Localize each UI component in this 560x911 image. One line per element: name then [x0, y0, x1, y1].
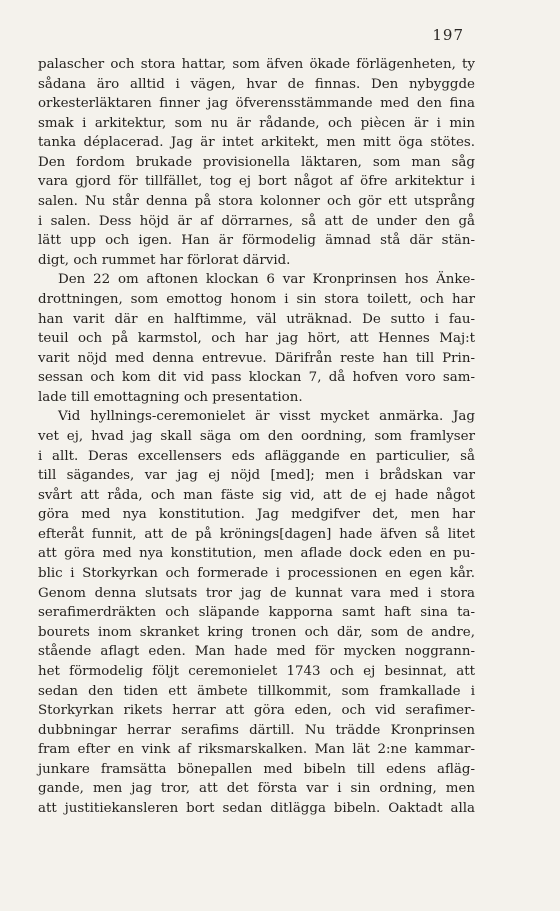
text-line: att justitiekansleren bort sedan ditlägga bibeln. Oaktadt alla — [38, 800, 475, 816]
text-line: het förmodelig följt ceremonielet 1743 och ej besinnat, att — [38, 663, 475, 679]
text-line: drottningen, som emottog honom i sin stora toilett, och har — [38, 291, 475, 307]
text-line: digt, och rummet har förlorat därvid. — [38, 252, 291, 268]
text-line: vara gjord för tillfället, tog ej bort något af öfre arkitektur i — [38, 174, 475, 190]
text-line: gande, men jag tror, att det första var i sin ordning, men — [38, 781, 475, 797]
text-line: fram efter en vink af riksmarskalken. Man lät 2:ne kammar- — [38, 742, 475, 758]
text-line: att göra med nya konstitution, men aflade dock eden en pu- — [38, 546, 475, 562]
text-line: junkare framsätta bönepallen med bibeln till edens afläg- — [38, 761, 475, 777]
text-line: i allt. Deras excellensers eds afläggande en particulier, så — [38, 448, 475, 464]
text-line: palascher och stora hattar, som äfven ökade förlägenheten, ty — [38, 57, 475, 72]
text-line: stående aflagt eden. Man hade med för mycken noggrann- — [38, 644, 475, 660]
text-line: Storkyrkan rikets herrar att göra eden, och vid serafimer- — [38, 703, 475, 719]
text-line: i salen. Dess höjd är af dörrarnes, så att de under den gå — [38, 213, 475, 229]
text-line: Genom denna slutsats tror jag de kunnat vara med i stora — [38, 585, 475, 601]
text-line: blic i Storkyrkan och formerade i processionen en egen kår. — [38, 566, 475, 582]
text-line: tanka déplacerad. Jag är intet arkitekt, men mitt öga stötes. — [38, 135, 475, 151]
text-line: Vid hyllnings-ceremonielet är visst mycket anmärka. Jag — [58, 409, 475, 425]
page-number: 197 — [432, 26, 464, 44]
text-line: vet ej, hvad jag skall säga om den oordning, som framlyser — [38, 428, 475, 444]
text-line: lätt upp och igen. Han är förmodelig ämnad stå där stän- — [38, 233, 475, 249]
text-line: varit nöjd med denna entrevue. Därifrån reste han till Prin- — [38, 350, 475, 366]
text-line: salen. Nu står denna på stora kolonner och gör ett utsprång — [38, 194, 475, 210]
text-line: han varit där en halftimme, väl uträknad. De sutto i fau- — [38, 311, 475, 327]
text-line: sedan den tiden ett ämbete tillkommit, som framkallade i — [38, 683, 475, 699]
text-line: smak i arkitektur, som nu är rådande, och piècen är i min — [38, 115, 475, 131]
text-line: efteråt funnit, att de på krönings[dagen] hade äfven så litet — [38, 526, 475, 542]
text-line: orkesterläktaren finner jag öfverensstämmande med den fina — [38, 96, 475, 112]
text-line: bourets inom skranket kring tronen och där, som de andre, — [38, 624, 475, 640]
text-line: lade till emottagning och presentation. — [38, 389, 303, 405]
text-line: teuil och på karmstol, och har jag hört, att Hennes Maj:t — [38, 331, 475, 347]
text-line: till sägandes, var jag ej nöjd [med]; men i brådskan var — [38, 468, 475, 484]
body-text — [38, 55, 475, 819]
text-line: svårt att råda, och man fäste sig vid, att de ej hade något — [38, 487, 475, 503]
text-line: göra med nya konstitution. Jag medgifver det, men har — [38, 507, 475, 523]
text-line: Den fordom brukade provisionella läktaren, som man såg — [38, 154, 475, 170]
text-line: serafimerdräkten och släpande kapporna samt haft sina ta- — [38, 605, 475, 621]
text-line: Den 22 om aftonen klockan 6 var Kronprinsen hos Änke- — [58, 272, 475, 288]
text-line: dubbningar herrar serafims därtill. Nu trädde Kronprinsen — [38, 722, 475, 738]
text-line: sessan och kom dit vid pass klockan 7, då hofven voro sam- — [38, 370, 475, 386]
text-line: sådana äro alltid i vägen, hvar de finnas. Den nybyggde — [38, 76, 475, 92]
